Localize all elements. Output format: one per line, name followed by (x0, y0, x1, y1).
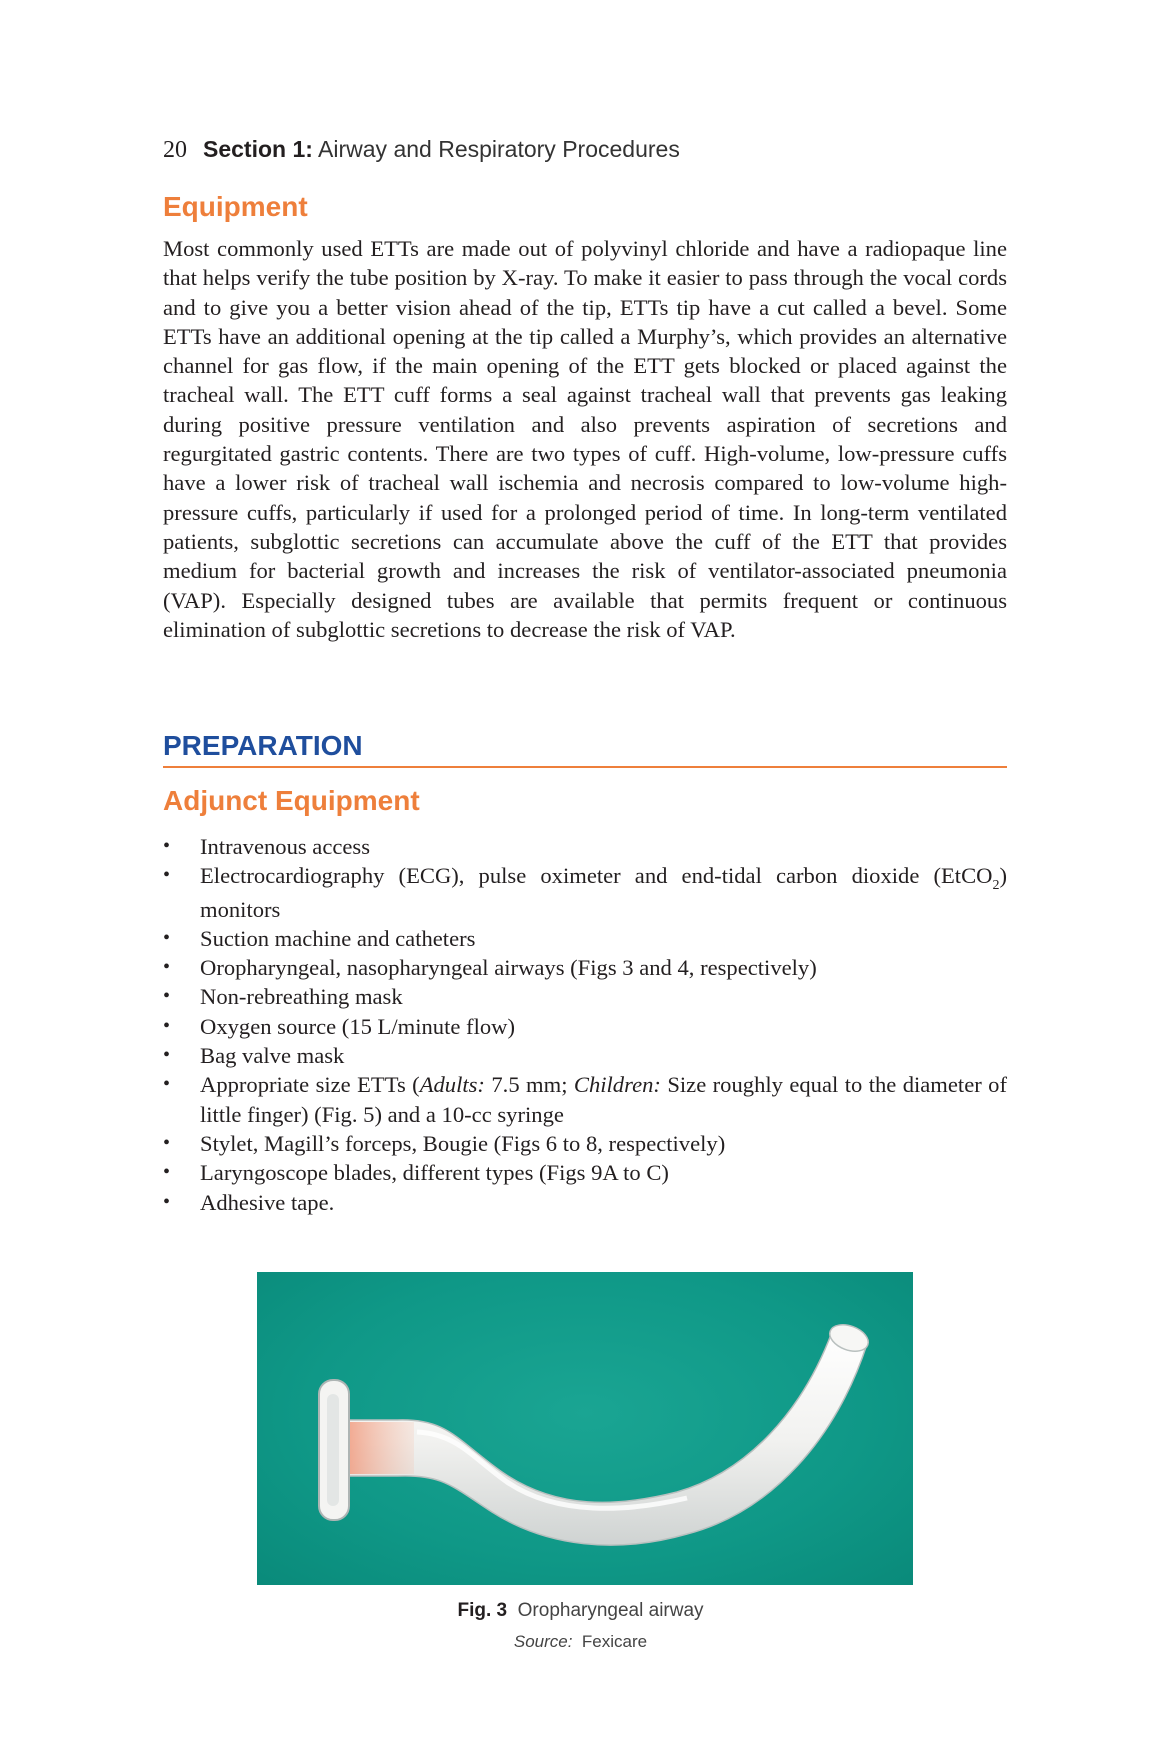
list-item: • Oropharyngeal, nasopharyngeal airways (Figs 3 and 4, respectively) (163, 953, 1007, 982)
figure-source-text: Fexicare (581, 1632, 648, 1651)
list-item: • Laryngoscope blades, different types (Figs 9A to C) (163, 1158, 1007, 1187)
equipment-paragraph: Most commonly used ETTs are made out of polyvinyl chloride and have a radiopaque line that helps verify the tube position by X-ray. To make it easier to pass through the vocal cords and to give you a better vision ahead of the tip, ETTs tip have a cut called a bevel. Some ETTs have an additional opening at the tip called a Murphy’s, which provides an alternative channel for gas flow, if the main opening of the ETT gets blocked or placed against the tracheal wall. The ETT cuff forms a seal against tracheal wall that prevents gas leaking during positive pressure ventilation and also prevents aspiration of secretions and regurgitated gastric contents. There are two types of cuff. High-volume, low-pressure cuffs have a lower risk of tracheal wall ischemia and necrosis compared to low-volume high-pressure cuffs, particularly if used for a prolonged period of time. In long-term ventilated patients, subglottic secretions can accumulate above the cuff of the ETT that provides medium for bacterial growth and increases the risk of ventilator-associated pneumonia (VAP). Especially designed tubes are available that permits frequent or continuous elimination of subglottic secretions to decrease the risk of VAP. (163, 236, 1007, 642)
adjunct-equipment-heading: Adjunct Equipment (163, 785, 420, 816)
list-item: • Non-rebreathing mask (163, 982, 1007, 1011)
list-item: • Appropriate size ETTs (Adults: 7.5 mm; Children: Size roughly equal to the diameter of little finger) (Fig. 5) and a 10-cc syringe (163, 1070, 1007, 1129)
figure-source (0, 1630, 1161, 1654)
airway-illustration (257, 1272, 913, 1585)
figure-label: Fig. 3 (457, 1600, 508, 1621)
oropharyngeal-airway-photo (257, 1272, 913, 1585)
page-number: 20 (163, 137, 187, 163)
figure-caption (0, 1598, 1161, 1624)
list-item: • Bag valve mask (163, 1041, 1007, 1070)
figure-caption-text: Oropharyngeal airway (517, 1600, 704, 1621)
list-item: • Electrocardiography (ECG), pulse oximeter and end-tidal carbon dioxide (EtCO$_2$) monitors (163, 861, 1007, 924)
adjunct-equipment-list (163, 832, 1007, 1217)
running-header (163, 134, 680, 165)
list-item: • Stylet, Magill’s forceps, Bougie (Figs 6 to 8, respectively) (163, 1129, 1007, 1158)
list-item: • Intravenous access (163, 832, 1007, 861)
figure-source-label: Source: (513, 1632, 573, 1651)
list-item: • Oxygen source (15 L/minute flow) (163, 1012, 1007, 1041)
preparation-heading: PREPARATION (163, 729, 1007, 768)
equipment-heading: Equipment (163, 191, 308, 222)
section-title: Airway and Respiratory Procedures (318, 136, 680, 162)
list-item: • Suction machine and catheters (163, 924, 1007, 953)
section-label: Section 1: (203, 136, 313, 162)
list-item: • Adhesive tape. (163, 1188, 1007, 1217)
